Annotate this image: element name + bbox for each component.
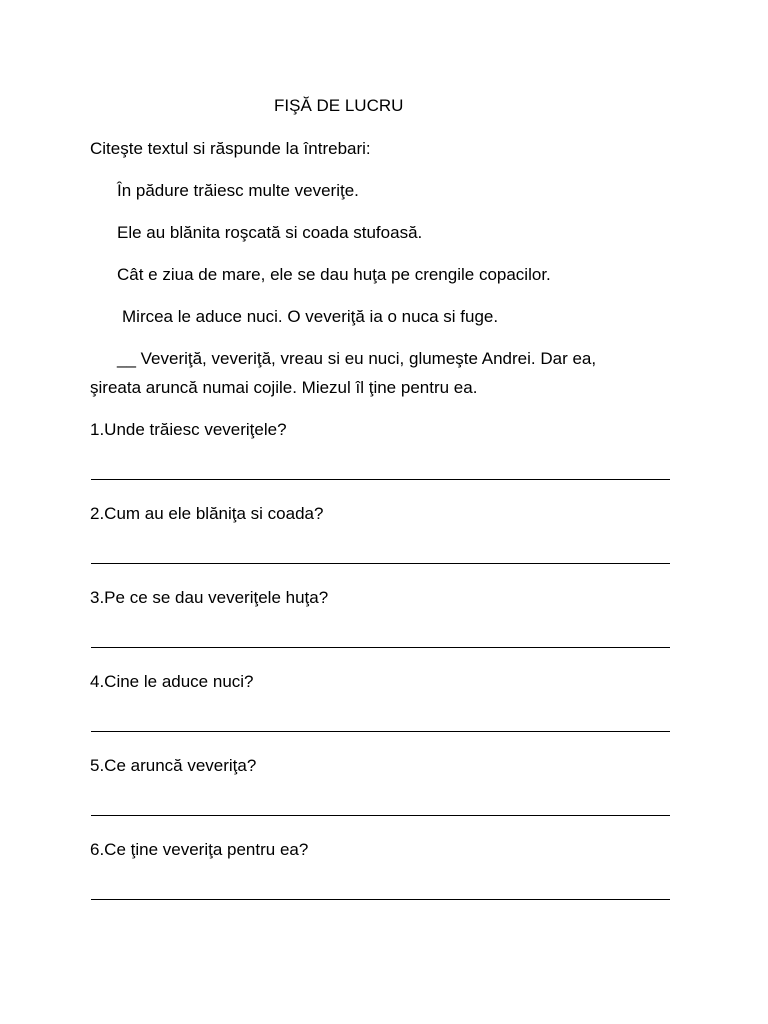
answer-line-1[interactable]	[91, 479, 670, 480]
text-paragraph: Ele au blănita roşcată si coada stufoasă.	[117, 223, 423, 242]
text-paragraph: Cât e ziua de mare, ele se dau huţa pe crengile copacilor.	[117, 265, 551, 284]
question-1: 1.Unde trăiesc veveriţele?	[90, 420, 287, 439]
question-4: 4.Cine le aduce nuci?	[90, 672, 254, 691]
answer-line-3[interactable]	[91, 647, 670, 648]
question-2: 2.Cum au ele blăniţa si coada?	[90, 504, 324, 523]
answer-line-4[interactable]	[91, 731, 670, 732]
answer-line-6[interactable]	[91, 899, 670, 900]
text-paragraph: __ Veveriţă, veveriţă, vreau si eu nuci, glumeşte Andrei. Dar ea,	[117, 349, 597, 368]
answer-line-5[interactable]	[91, 815, 670, 816]
text-paragraph: În pădure trăiesc multe veveriţe.	[117, 181, 359, 200]
question-3: 3.Pe ce se dau veveriţele huţa?	[90, 588, 329, 607]
instructions: Citeşte textul si răspunde la întrebari:	[90, 139, 371, 158]
text-paragraph-continuation: şireata aruncă numai cojile. Miezul îl ţine pentru ea.	[90, 378, 478, 397]
text-paragraph: Mircea le aduce nuci. O veveriţă ia o nuca si fuge.	[122, 307, 499, 326]
question-6: 6.Ce ţine veveriţa pentru ea?	[90, 840, 309, 859]
question-5: 5.Ce aruncă veveriţa?	[90, 756, 257, 775]
answer-line-2[interactable]	[91, 563, 670, 564]
worksheet-title: FIŞĂ DE LUCRU	[274, 96, 404, 115]
